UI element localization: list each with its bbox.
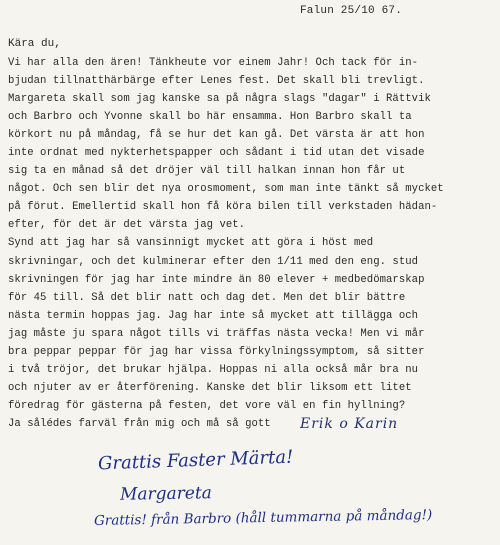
letter-line: Margareta skall som jag kanske sa på några slags "dagar" i Rättvik [8,93,431,106]
letter-line: nästa termin hoppas jag. Jag har inte så mycket att tillägga och [8,309,419,322]
letter-line: Vi har alla den ären! Tänkheute vor einem Jahr! Och tack för in- [8,57,419,69]
signature: Erik o Karin [300,416,399,432]
letter-line: föredrag för gästerna på festen, det vore väl en fin hyllning? [8,399,406,412]
letter-line: skrivningar, och det kulminerar efter den 1/11 med den eng. stud [8,255,419,268]
handwritten-greeting-barbro: Grattis! från Barbro (håll tummarna på måndag!) [93,507,433,529]
letter-body [8,54,493,433]
letter-line: sig ta en månad så det dröjer väl till halkan innan hon får ut [8,165,406,178]
letter-line: inte ordnat med nykterhetspapper och sådant i tid utan det visade [8,147,425,160]
letter-date: Falun 25/10 67. [300,5,403,17]
letter-line: efter, för det är det värsta jag vet. [8,219,246,232]
letter-line: och njuter av er återförening. Kanske det blir liksom ett litet [8,381,412,394]
letter-line: i två tröjor, det brukar hjälpa. Hoppas ni alla också mår bra nu [8,363,419,376]
letter-line: för 45 till. Så det blir natt och dag det. Men det blir bättre [8,291,406,304]
letter-salutation: Kära du, [8,38,61,50]
letter-line: skrivningen för jag har inte mindre än 80 elever + medbedömarskap [8,273,425,286]
letter-line: körkort nu på måndag, få se hur det kan gå. Det värsta är att hon [8,129,425,142]
letter-line: något. Och sen blir det nya orosmoment, som man inte tänkt så mycket [8,183,444,196]
letter-line: och Barbro och Yvonne skall bo här ensamma. Hon Barbro skall ta [8,111,412,124]
letter-line: Synd att jag har så vansinnigt mycket att göra i höst med [8,237,374,250]
letter-line: bra peppar peppar för jag har vissa förkylningssymptom, så sitter [8,345,425,358]
letter-line: Ja sålédes farväl från mig och må så gott [8,417,271,430]
letter-line: jag måste ju spara något tills vi träffas nästa vecka! Men vi mår [8,327,425,340]
letter-line: bjudan tillnatthärbärge efter Lenes fest. Det skall bli trevligt. [8,75,425,88]
letter-line: på förut. Emellertid skall hon få köra bilen till verkstaden hädan- [8,201,438,214]
handwritten-name-margareta: Margareta [119,483,213,505]
handwritten-greeting-marta: Grattis Faster Märta! [97,446,294,475]
